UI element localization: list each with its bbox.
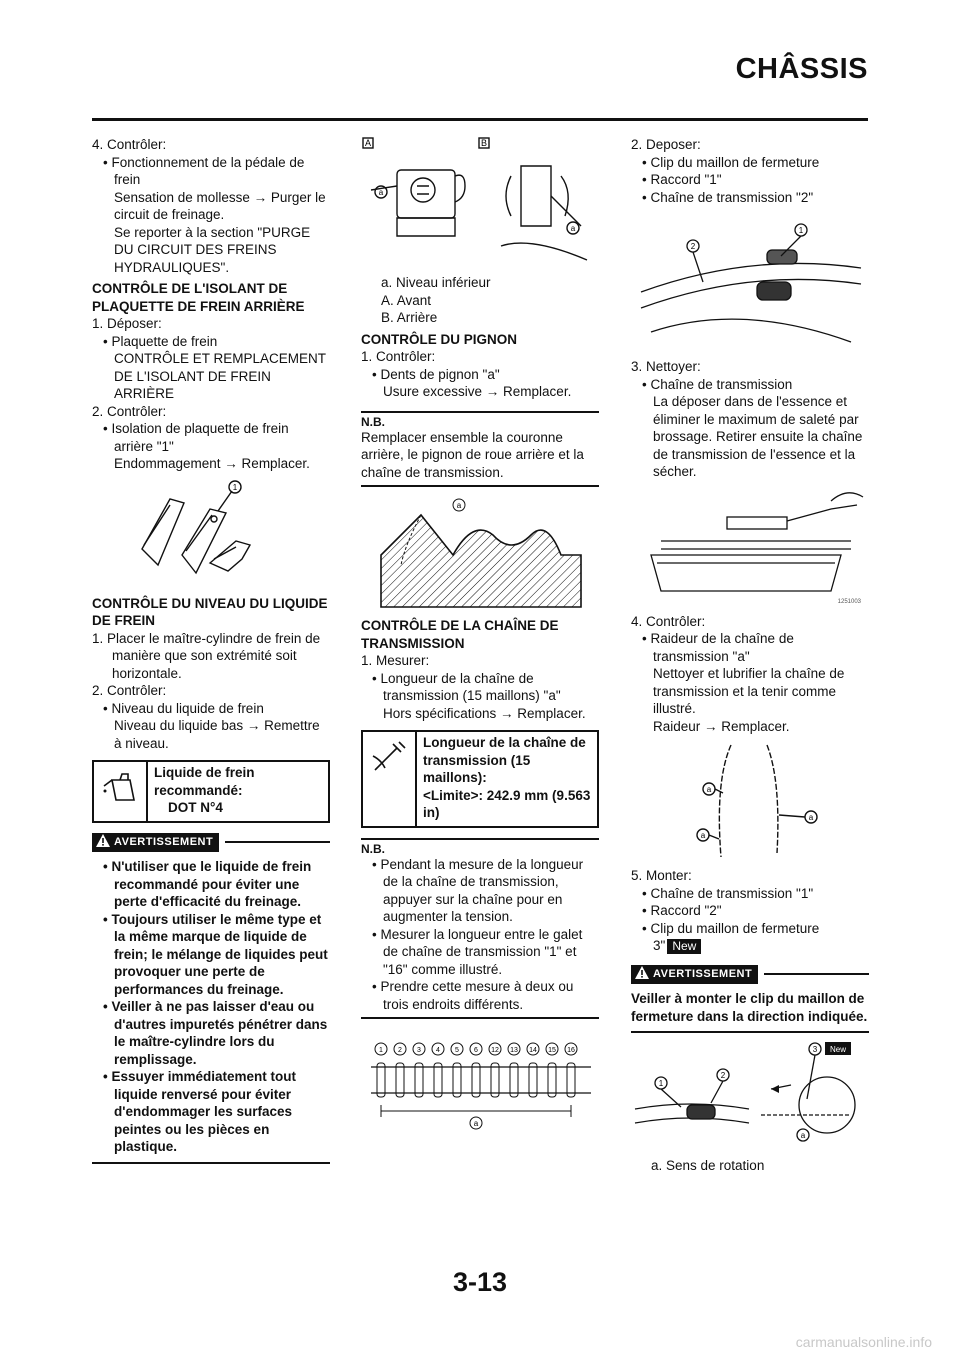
svg-text:3: 3 — [812, 1045, 818, 1054]
note-item: • Mesurer la longueur entre le galet de chaîne de transmission "1" et "16" comme illustré. — [372, 926, 583, 977]
chain-roller — [491, 1063, 499, 1097]
warning-triangle-icon — [635, 966, 649, 979]
chain-length-illustration — [361, 1027, 599, 1131]
spec-box-chain-length — [361, 730, 599, 828]
new-tag: New — [829, 1045, 847, 1054]
text: Raideur → Remplacer. — [653, 718, 790, 734]
chain-roller — [472, 1063, 480, 1097]
note-box — [361, 838, 599, 1020]
chain-roller — [434, 1063, 442, 1097]
clip-installation-illustration — [631, 1039, 869, 1151]
step-label: 1. Mesurer: — [361, 653, 430, 668]
step-label: 1. Déposer: — [92, 316, 162, 331]
bullet: • Dents de pignon "a" — [372, 366, 500, 382]
text: Usure excessive → Remplacer. — [383, 384, 572, 399]
column-1 — [92, 136, 330, 1164]
clip-number: 3" — [653, 938, 666, 953]
chain-roller — [567, 1063, 575, 1097]
text — [631, 937, 869, 955]
svg-text:a: a — [808, 813, 814, 822]
svg-text:a: a — [706, 785, 712, 794]
chain-roller — [510, 1063, 518, 1097]
bullet: • Clip du maillon de fermeture — [642, 920, 820, 936]
bullet: • Raideur de la chaîne de transmission "a" — [642, 631, 794, 664]
text: La déposer dans de l'essence et éliminer le maximum de saleté par brossage. Retirer ensuite la chaîne de transmission de l'essence et la sécher. — [653, 394, 863, 479]
bullet: • Chaîne de transmission — [642, 376, 793, 392]
bullet: • Niveau du liquide de frein — [103, 700, 264, 716]
chain-roller — [396, 1063, 404, 1097]
roller-number: 1 — [379, 1047, 383, 1054]
spec-box-brake-fluid — [92, 760, 330, 823]
step-label: 2. Deposer: — [631, 137, 701, 152]
roller-number: 13 — [510, 1047, 518, 1054]
chain-stiffness-illustration — [631, 741, 869, 861]
svg-text:a: a — [456, 501, 462, 510]
warning-badge — [92, 833, 219, 853]
note-item: • Pendant la mesure de la longueur de la chaîne de transmission, appuyer sur la chaîne pour en augmenter la tension. — [372, 856, 584, 924]
roller-number: 3 — [417, 1047, 421, 1054]
oil-can-icon — [94, 762, 148, 821]
chain-roller — [529, 1063, 537, 1097]
text: Se reporter à la section "PURGE DU CIRCUIT DES FREINS HYDRAULIQUES". — [114, 224, 311, 275]
note-label: N.B. — [361, 841, 385, 856]
bullet: • Clip du maillon de fermeture — [642, 154, 820, 170]
warning-item: • Essuyer immédiatement tout liquide renversé pour éviter d'endommager les surfaces peintes ou les pièces en plastique. — [103, 1069, 297, 1154]
step-label: 4. Contrôler: — [92, 137, 167, 152]
note-item: • Prendre cette mesure à deux ou trois endroits différents. — [372, 979, 574, 1012]
page-title: CHÂSSIS — [735, 53, 868, 85]
column-2 — [361, 136, 599, 1137]
roller-number: 15 — [548, 1047, 556, 1054]
figure-label-1: 1 — [232, 482, 238, 492]
figure-label-a: a — [570, 224, 576, 233]
sprocket-teeth-illustration — [361, 495, 599, 611]
caption: A. Avant — [381, 292, 432, 308]
bullet: • Chaîne de transmission "1" — [642, 885, 814, 901]
figure-code: 1251003 — [837, 598, 861, 605]
chain-roller — [548, 1063, 556, 1097]
figure-label-A: A — [364, 138, 372, 148]
bullet: • Chaîne de transmission "2" — [642, 189, 814, 205]
spec-value: DOT N°4 — [168, 800, 223, 815]
svg-text:a: a — [473, 1119, 479, 1128]
warning-label: AVERTISSEMENT — [114, 835, 214, 848]
section-heading: CONTRÔLE DE LA CHAÎNE DE TRANSMISSION — [361, 618, 559, 651]
step-label: 2. Contrôler: — [92, 683, 167, 698]
warning-header — [92, 833, 330, 853]
section-heading: CONTRÔLE DU NIVEAU DU LIQUIDE DE FREIN — [92, 595, 328, 628]
text: Endommagement → Remplacer. — [114, 456, 310, 471]
warning-body: Veiller à monter le clip du maillon de fermeture dans la direction indiquée. — [631, 984, 869, 1033]
note-box — [361, 411, 599, 488]
chain-roller — [453, 1063, 461, 1097]
warning-triangle-icon — [96, 834, 110, 847]
svg-text:2: 2 — [720, 1071, 726, 1080]
roller-number: 14 — [529, 1047, 537, 1054]
spec-label: Liquide de frein recommandé: — [154, 765, 255, 798]
bullet: • Longueur de la chaîne de transmission (15 maillons) "a" — [372, 670, 561, 703]
wrench-icon — [363, 732, 417, 826]
step-label: 1. Contrôler: — [361, 349, 436, 364]
warning-item: • Toujours utiliser le même type et la même marque de liquide de frein; le mélange de liquides peut provoquer une perte de performances du freinage. — [103, 911, 328, 997]
caption: B. Arrière — [381, 310, 438, 325]
step-label: 3. Nettoyer: — [631, 359, 701, 374]
roller-number: 6 — [474, 1047, 478, 1054]
figure-label-a: a — [378, 188, 384, 197]
roller-number: 2 — [398, 1047, 402, 1054]
section-heading: CONTRÔLE DU PIGNON — [361, 331, 518, 347]
brake-pad-illustration — [92, 479, 330, 589]
warning-header — [631, 965, 869, 985]
watermark: carmanualsonline.info — [795, 1334, 932, 1350]
warning-body — [92, 852, 330, 1164]
bullet: • Isolation de plaquette de frein arrière "1" — [103, 421, 289, 454]
step-label: 5. Monter: — [631, 868, 692, 883]
svg-text:1: 1 — [798, 226, 804, 235]
spec-label: Longueur de la chaîne de transmission (15 maillons): — [423, 735, 586, 785]
figure-label-B: B — [480, 138, 488, 148]
note-label: N.B. — [361, 414, 385, 429]
spec-value: <Limite>: 242.9 mm (9.563 in) — [423, 787, 591, 820]
bullet: • Raccord "1" — [642, 172, 722, 187]
caption: a. Sens de rotation — [651, 1158, 765, 1173]
warning-item: • Veiller à ne pas laisser d'eau ou d'autres impuretés pénétrer dans le maître-cylindre lors du remplissage. — [103, 999, 328, 1067]
svg-text:a: a — [800, 1131, 806, 1140]
text: Hors spécifications → Remplacer. — [383, 705, 586, 721]
header-rule — [92, 118, 868, 121]
warning-badge — [631, 965, 758, 985]
step-label: 2. Contrôler: — [92, 403, 167, 419]
step-label: 4. Contrôler: — [631, 613, 706, 629]
bullet: • Raccord "2" — [642, 903, 722, 918]
chain-roller — [377, 1063, 385, 1097]
warning-label: AVERTISSEMENT — [653, 967, 753, 980]
section-heading: CONTRÔLE DE L'ISOLANT DE PLAQUETTE DE FREIN ARRIÈRE — [92, 281, 305, 314]
text: CONTRÔLE ET REMPLACEMENT DE L'ISOLANT DE FREIN ARRIÈRE — [114, 351, 326, 401]
chain-cleaning-illustration — [631, 487, 869, 607]
text: Nettoyer et lubrifier la chaîne de transmission et la tenir comme illustré. — [653, 666, 845, 716]
page-number: 3-13 — [452, 1267, 508, 1297]
svg-text:a: a — [700, 831, 706, 840]
roller-number: 16 — [567, 1047, 575, 1054]
step-text: 1. Placer le maître-cylindre de frein de manière que son extrémité soit horizontale. — [92, 630, 321, 681]
chain-removal-illustration — [631, 212, 869, 352]
text: Sensation de mollesse → Purger le circuit de freinage. — [114, 189, 326, 222]
master-cylinder-illustration — [361, 136, 599, 268]
svg-text:2: 2 — [690, 242, 696, 251]
note-text: Remplacer ensemble la couronne arrière, le pignon de roue arrière et la chaîne de transmission. — [361, 429, 584, 480]
bullet: • Plaquette de frein — [103, 333, 218, 349]
bullet: • Fonctionnement de la pédale de frein — [103, 154, 305, 187]
text: Niveau du liquide bas → Remettre à niveau. — [114, 718, 320, 751]
roller-number: 4 — [436, 1047, 440, 1054]
caption: a. Niveau inférieur — [381, 275, 491, 290]
new-tag: New — [667, 939, 701, 954]
column-3 — [631, 136, 869, 1175]
roller-number: 5 — [455, 1047, 459, 1054]
warning-item: • N'utiliser que le liquide de frein recommandé pour éviter une perte d'efficacité du freinage. — [103, 859, 312, 909]
chain-roller — [415, 1063, 423, 1097]
roller-number: 12 — [491, 1047, 499, 1054]
svg-text:1: 1 — [658, 1079, 664, 1088]
